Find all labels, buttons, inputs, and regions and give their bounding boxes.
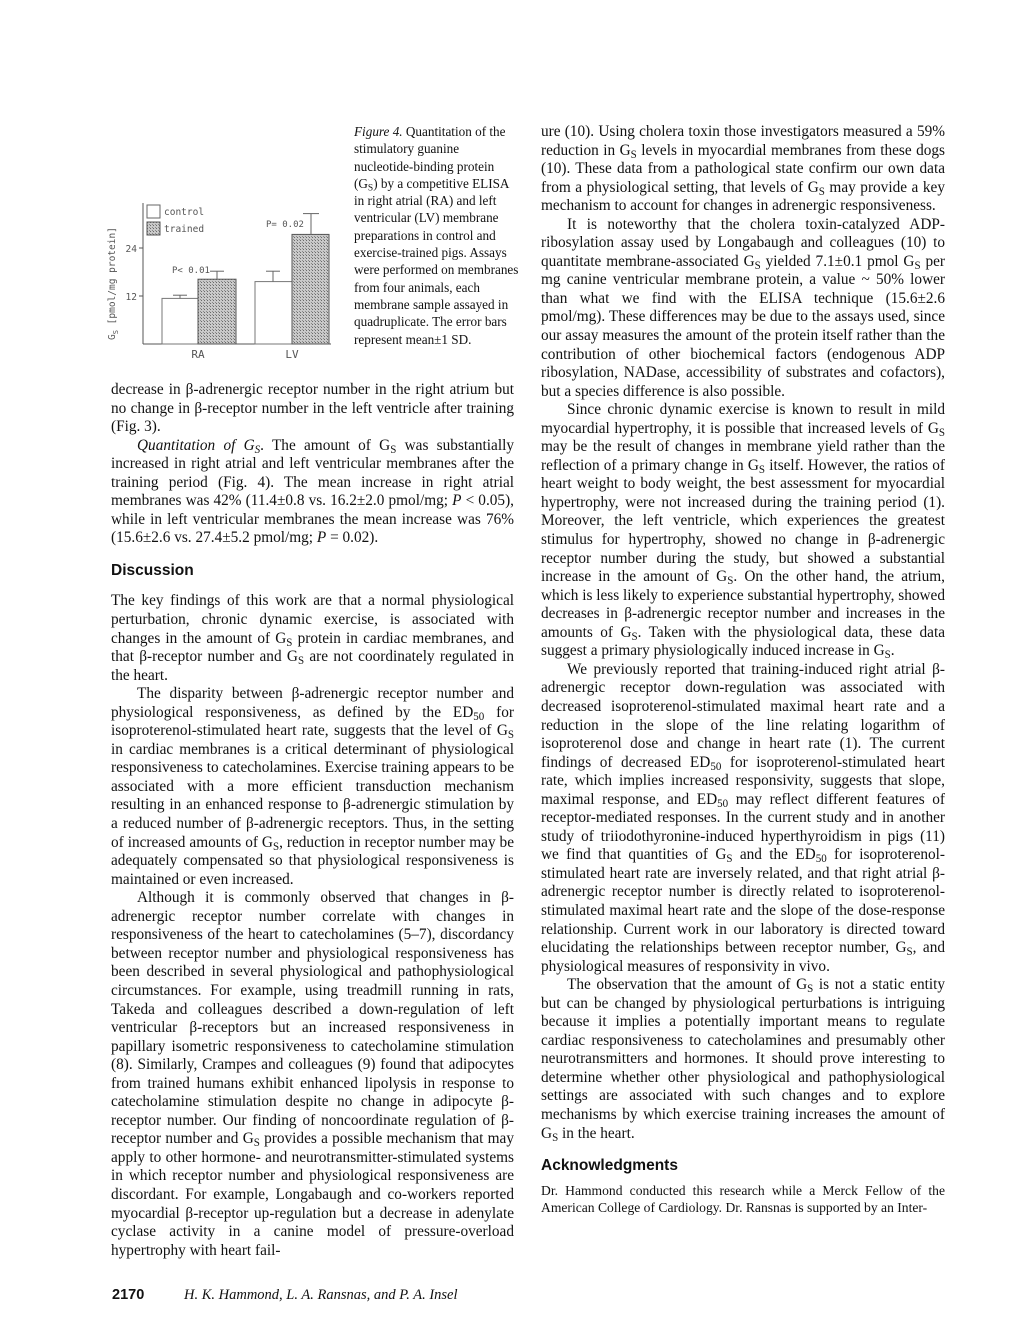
left-column <box>111 381 514 1260</box>
acknowledgments-text: Dr. Hammond conducted this research while a Merck Fellow of the American College of Cardiology. Dr. Ransnas is supported by an Inter- <box>541 1182 945 1215</box>
x-category-ra: RA <box>191 348 205 361</box>
legend-swatch-control <box>147 205 160 218</box>
legend-label-control: control <box>164 207 205 218</box>
bar-ra-control <box>162 298 198 344</box>
section-heading-acknowledgments: Acknowledgments <box>541 1157 678 1175</box>
y-tick-label-12: 12 <box>125 292 137 303</box>
annotation-lv-p-value: P= 0.02 <box>266 220 304 230</box>
paragraph: The key findings of this work are that a normal physiological perturbation, chronic dynamic exercise, is associated with changes in the amount of $G_S$ protein in cardiac membranes, and that β-receptor number and $G_S$ are not coordinately regulated in the heart. <box>111 592 514 684</box>
bar-ra-trained <box>198 279 236 344</box>
paragraph: It is noteworthy that the cholera toxin-catalyzed ADP-ribosylation assay used by Longabaugh and colleagues (10) to quantitate membrane-associated $G_S$ yielded 7.1±0.1 pmol $G_S$ per mg canine ventricular membrane protein, a value ~ 50% lower than what we find with the ELISA technique (15.6±2.6 pmol/mg). These differences may be due to the assays used, since our assay measures the amount of the protein itself rather than the contribution of other biochemical factors (endogenous ADP ribosylation, NADase, accessibility of substrates and cofactors), but a species difference is also possible. <box>541 215 945 400</box>
bar-lv-trained <box>292 234 329 344</box>
section-heading-discussion: Discussion <box>111 561 194 579</box>
subsection-title: Quantitation of $G_S$ <box>137 436 261 456</box>
legend-swatch-trained <box>147 222 160 235</box>
figure-label: Figure 4. <box>354 124 403 139</box>
bar-lv-control <box>255 282 292 344</box>
running-authors: H. K. Hammond, L. A. Ransnas, and P. A. Insel <box>184 1287 458 1303</box>
page-footer <box>112 1287 458 1304</box>
paragraph-quantitation: Quantitation of $G_S$. The amount of $G_S$ was substantially increased in right atrial and left ventricular membranes after the training period (Fig. 4). The mean increase in right atrial membranes was 42% (11.4±0.8 vs. 16.2±2.0 pmol/mg; P < 0.05), while in left ventricular membranes the mean increase was 76% (15.6±2.6 vs. 27.4±5.2 pmol/mg; P = 0.02). <box>111 436 514 547</box>
right-column <box>541 123 945 1216</box>
annotation-ra-p-value: P< 0.01 <box>172 266 210 276</box>
x-category-lv: LV <box>285 348 299 361</box>
paragraph: Since chronic dynamic exercise is known to result in mild myocardial hypertrophy, it is possible that increased levels of $G_S$ may be the result of changes in membrane yield rather than the reflection of a primary change in $G_S$ itself. However, the ratios of heart weight to body weight, the best assessment for myocardial hypertrophy, were not increased during the training period (1). Moreover, the left ventricle, which experiences the greatest stimulus for hypertrophy, showed no change in β-adrenergic receptor number during the study, but showed a substantial increase in the amount of $G_S$. On the other hand, the atrium, which is less likely to experience substantial hypertrophy, showed decreases in β-adrenergic receptor number and increases in the amounts of $G_S$. Taken with the physiological data, these data suggest a primary physiologically induced increase in $G_S$. <box>541 401 946 662</box>
paragraph: We previously reported that training-induced right atrial β-adrenergic receptor down-regulation was associated with decreased isoproterenol-stimulated maximal heart rate and a reduction in the slope of the line relating logarithm of isoproterenol dose and change in heart rate (1). The current findings of decreased $ED_{50}$ for isoproterenol-stimulated heart rate, which implies increased responsivity, suggests that slope, maximal response, and $ED_{50}$ may reflect different features of receptor-mediated responses. In the current study and in another study of triiodothyronine-induced hyperthyroidism in pigs (11) we find that quantities of $G_S$ and the $ED_{50}$ for isoproterenol-stimulated heart rate are inversely related, and that right atrial β-adrenergic receptor number is directly related to isoproterenol-stimulated maximal heart rate and the slope of the dose-response relationship. Current work in our laboratory is directed toward elucidating the relationships between receptor number, $G_S$, and physiological measures of responsivity in vivo. <box>541 660 946 975</box>
y-tick-label-24: 24 <box>125 244 137 255</box>
paragraph: The observation that the amount of $G_S$ is not a static entity but can be changed by physiological perturbations is intriguing because it implies a potentially important means to regulate cardiac responsiveness to catecholamines and presumably other neurotransmitters and hormones. It should prove interesting to determine whether other physiological and pathophysiological settings are associated with such changes and to explore mechanisms by which exercise training increases the amount of $G_S$ in the heart. <box>541 976 945 1144</box>
figure-4-bar-chart <box>75 195 345 365</box>
bar-chart-svg <box>75 195 345 365</box>
page-number: 2170 <box>112 1287 145 1303</box>
paragraph: ure (10). Using cholera toxin those investigators measured a 59% reduction in $G_S$ levels in myocardial membranes from these dogs (10). These data from a pathological state confirm our own data from a physiological setting, that levels of $G_S$ may provide a key mechanism to account for changes in adrenergic responsiveness. <box>541 123 945 215</box>
paragraph: decrease in β-adrenergic receptor number in the right atrium but no change in β-receptor number in the left ventricle after training (Fig. 3). <box>111 381 514 436</box>
paragraph: Although it is commonly observed that changes in β-adrenergic receptor number correlate with changes in responsiveness of the heart to catecholamines (5–7), discordancy between receptor number and physiological responsiveness has been described in several physiological and pathophysiological circumstances. For example, using treadmill running in rats, Takeda and colleagues described a down-regulation of left ventricular β-receptors but an increased responsiveness in papillary isometric responsiveness to catecholamine stimulation (8). Similarly, Crampes and colleagues (9) found that adipocytes from trained humans exhibit enhanced lipolysis in response to catecholamine stimulation despite no change in adipocyte β-receptor number. Our finding of noncoordinate regulation of β-receptor number and $G_S$ provides a possible mechanism that may apply to other hormone- and neurotransmitter-stimulated systems in which receptor number and physiological responsiveness are discordant. For example, Longabaugh and co-workers reported myocardial β-receptor up-regulation but a decrease in adenylate cyclase activity in a canine model of pressure-overload hypertrophy with heart fail- <box>111 889 514 1259</box>
figure-caption: Figure 4. Quantitation of the stimulatory guanine nucleotide-binding protein $(G_S)$ by a competitive ELISA in right atrial (RA) and left ventricular (LV) membrane preparations in control and exercise-trained pigs. Assays were performed on membranes from four animals, each membrane sample assayed in quadruplicate. The error bars represent mean±1 SD. <box>354 124 519 347</box>
paragraph: The disparity between β-adrenergic receptor number and physiological responsiveness, as defined by the $ED_{50}$ for isoproterenol-stimulated heart rate, suggests that the level of $G_S$ in cardiac membranes is a critical determinant of physiological responsiveness to catecholamines. Exercise training appears to be associated with a more efficient transduction mechanism resulting in an enhanced response to β-adrenergic stimulation by a reduced number of β-adrenergic receptors. Thus, in the setting of increased amounts of $G_S$, reduction in receptor number may be adequately compensated so that physiological responsiveness is maintained or even increased. <box>111 685 514 888</box>
legend-label-trained: trained <box>164 224 205 235</box>
y-axis-label: $G_S$ [pmol/mg protein] <box>107 227 120 340</box>
